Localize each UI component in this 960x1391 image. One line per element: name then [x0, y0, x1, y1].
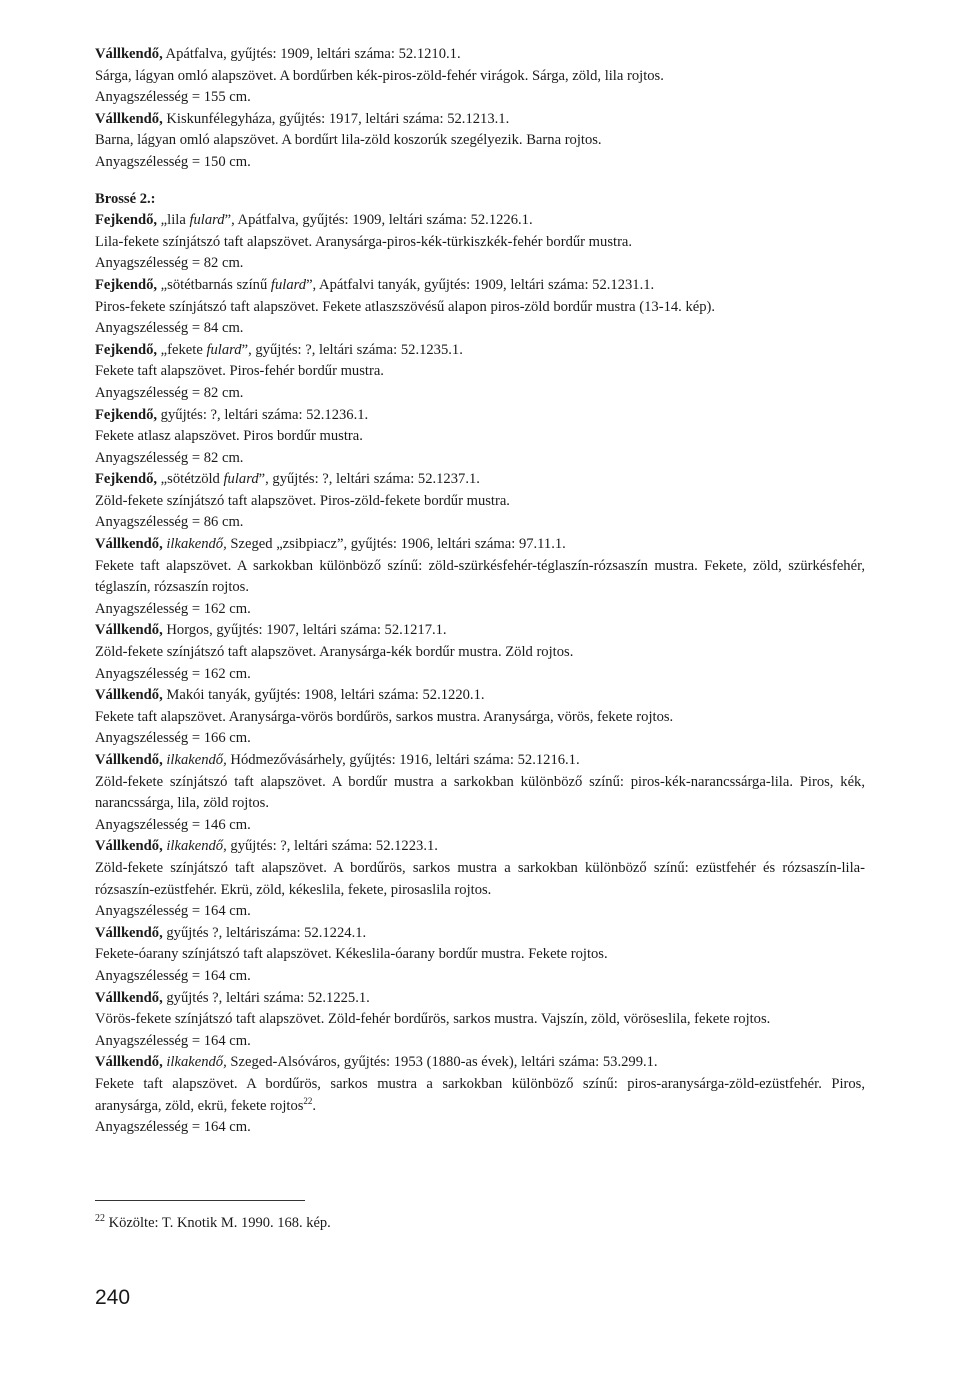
entry-object-type: Vállkendő,	[95, 1054, 163, 1071]
entry-heading	[95, 534, 865, 556]
entry-heading	[95, 685, 865, 707]
footnote	[95, 1215, 331, 1232]
entry-heading	[95, 988, 865, 1010]
entry-width: Anyagszélesség = 162 cm.	[95, 600, 251, 617]
entry-width: Anyagszélesség = 82 cm.	[95, 449, 244, 466]
entry-width: Anyagszélesség = 166 cm.	[95, 730, 251, 747]
section-heading: Brossé 2.:	[95, 190, 156, 207]
entry-header-text: Horgos, gyűjtés: 1907, leltári száma: 52.1217.1.	[162, 622, 447, 639]
entry-object-type: Vállkendő,	[95, 924, 163, 941]
entry-object-type: Vállkendő,	[95, 687, 163, 704]
entry-width: Anyagszélesség = 155 cm.	[95, 89, 251, 106]
entry-header-italic: fulard	[223, 471, 259, 488]
catalog-entry	[95, 534, 865, 620]
entry-header-text: ”, gyűjtés: ?, leltári száma: 52.1237.1.	[258, 471, 480, 488]
entry-header-text: ”, Apátfalva, gyűjtés: 1909, leltári száma: 52.1226.1.	[224, 212, 533, 229]
entry-object-type: Fejkendő,	[95, 406, 158, 423]
entry-description: Barna, lágyan omló alapszövet. A bordűrt lila-zöld koszorúk szegélyezik. Barna rojtos.	[95, 132, 602, 149]
entry-heading	[95, 405, 865, 427]
entry-width: Anyagszélesség = 82 cm.	[95, 255, 244, 272]
entry-width: Anyagszélesség = 146 cm.	[95, 816, 251, 833]
entry-object-type: Vállkendő,	[95, 989, 163, 1006]
entry-header-italic: ilkakendő,	[166, 838, 227, 855]
entry-heading	[95, 210, 865, 232]
entry-header-text: ”, Apátfalvi tanyák, gyűjtés: 1909, leltári száma: 52.1231.1.	[306, 276, 655, 293]
entry-description: Piros-fekete színjátszó taft alapszövet. Fekete atlaszszövésű alapon piros-zöld bordűr mustra (13-14. kép).	[95, 298, 716, 315]
entry-width: Anyagszélesség = 84 cm.	[95, 320, 244, 337]
entry-width: Anyagszélesség = 164 cm.	[95, 903, 251, 920]
entry-header-text: „lila	[157, 212, 190, 229]
entry-heading	[95, 1052, 865, 1074]
entry-object-type: Fejkendő,	[95, 276, 158, 293]
entry-header-italic: fulard	[206, 341, 242, 358]
catalog-entry	[95, 685, 865, 750]
entry-description	[95, 1074, 865, 1117]
entry-width: Anyagszélesség = 164 cm.	[95, 967, 251, 984]
entry-header-text: Kiskunfélegyháza, gyűjtés: 1917, leltári száma: 52.1213.1.	[162, 110, 510, 127]
entry-header-text: Hódmezővásárhely, gyűjtés: 1916, leltári száma: 52.1216.1.	[226, 752, 580, 768]
entry-object-type: Fejkendő,	[95, 471, 158, 488]
entry-header-italic: ilkakendő,	[166, 536, 227, 553]
entry-heading	[95, 923, 865, 945]
catalog-entry	[95, 750, 865, 836]
entry-header-text: ”, gyűjtés: ?, leltári száma: 52.1235.1.	[241, 341, 463, 358]
entry-header-text: Apátfalva, gyűjtés: 1909, leltári száma: 52.1210.1.	[162, 46, 461, 62]
footnote-divider	[95, 1200, 305, 1201]
entry-width: Anyagszélesség = 82 cm.	[95, 384, 244, 401]
catalog-entry	[95, 469, 865, 534]
catalog-entry	[95, 109, 865, 174]
entry-description: Vörös-fekete színjátszó taft alapszövet. Zöld-fehér bordűrös, sarkos mustra. Vajszín, zöld, vöröseslila, fekete rojtos.	[95, 1011, 771, 1028]
catalog-entry	[95, 923, 865, 988]
catalog-body	[95, 44, 865, 1139]
entry-description: Zöld-fekete színjátszó taft alapszövet. Aranysárga-kék bordűr mustra. Zöld rojtos.	[95, 644, 574, 661]
entry-object-type: Fejkendő,	[95, 212, 158, 229]
entry-description: Fekete taft alapszövet. Aranysárga-vörös bordűrös, sarkos mustra. Aranysárga, vörös, fekete rojtos.	[95, 708, 674, 725]
entry-description: Sárga, lágyan omló alapszövet. A bordűrben kék-piros-zöld-fehér virágok. Sárga, zöld, lila rojtos.	[95, 67, 664, 84]
entry-header-italic: ilkakendő,	[166, 1054, 227, 1071]
entry-object-type: Vállkendő,	[95, 536, 163, 553]
entry-heading	[95, 469, 865, 491]
entry-header-text: Makói tanyák, gyűjtés: 1908, leltári száma: 52.1220.1.	[162, 687, 485, 704]
entry-description: Fekete-óarany színjátszó taft alapszövet. Kékeslila-óarany bordűr mustra. Fekete rojtos.	[95, 946, 608, 963]
entry-header-text: Szeged-Alsóváros, gyűjtés: 1953 (1880-as évek), leltári száma: 53.299.1.	[226, 1054, 658, 1071]
entry-header-text: gyűjtés: ?, leltári száma: 52.1236.1.	[157, 406, 369, 423]
entry-header-italic: ilkakendő,	[166, 752, 227, 768]
catalog-entry	[95, 836, 865, 922]
entry-description: Zöld-fekete színjátszó taft alapszövet. A bordűr mustra a sarkokban különböző színű: piros-kék-narancssárga-lila. Piros, kék, narancssárga, lila, zöld rojtos.	[95, 773, 865, 812]
entry-heading	[95, 109, 865, 131]
entry-width: Anyagszélesség = 164 cm.	[95, 1032, 251, 1049]
entry-header-text: „fekete	[157, 341, 207, 358]
entry-heading	[95, 750, 865, 772]
entry-header-text: gyűjtés ?, leltári száma: 52.1225.1.	[162, 989, 370, 1006]
entry-description: Zöld-fekete színjátszó taft alapszövet. Piros-zöld-fekete bordűr mustra.	[95, 492, 510, 509]
entry-description: Fekete taft alapszövet. Piros-fehér bordűr mustra.	[95, 363, 384, 380]
entry-object-type: Vállkendő,	[95, 752, 163, 768]
entry-object-type: Vállkendő,	[95, 110, 163, 127]
entry-heading	[95, 275, 865, 297]
catalog-entry	[95, 988, 865, 1053]
catalog-entry	[95, 340, 865, 405]
entry-header-text: „sötétzöld	[157, 471, 224, 488]
entry-header-text: gyűjtés ?, leltáriszáma: 52.1224.1.	[162, 924, 367, 941]
entry-header-italic: fulard	[270, 276, 307, 293]
entry-description-text: Fekete taft alapszövet. A bordűrös, sarkos mustra a sarkokban különböző színű: piros-aranysárga-zöld-ezüstfehér. Piros, aranysárga, zöld, ekrü, fekete rojtos	[95, 1075, 865, 1114]
entry-width: Anyagszélesség = 162 cm.	[95, 665, 251, 682]
entry-object-type: Fejkendő,	[95, 341, 158, 358]
catalog-entry	[95, 405, 865, 470]
entry-heading	[95, 44, 865, 66]
entry-object-type: Vállkendő,	[95, 838, 163, 855]
entry-header-italic: fulard	[189, 212, 225, 229]
page-number: 240	[95, 1286, 131, 1309]
entry-heading	[95, 836, 865, 858]
entry-header-text: „sötétbarnás színű	[157, 276, 271, 293]
catalog-entry	[95, 275, 865, 340]
footnote-text: Közölte: T. Knotik M. 1990. 168. kép.	[105, 1215, 331, 1231]
footnote-reference[interactable]: 22	[303, 1095, 313, 1106]
entry-description: Fekete atlasz alapszövet. Piros bordűr mustra.	[95, 428, 363, 445]
entry-object-type: Vállkendő,	[95, 46, 163, 62]
footnote-mark: 22	[95, 1213, 105, 1224]
entry-width: Anyagszélesség = 86 cm.	[95, 514, 244, 531]
entry-description-end: .	[312, 1097, 317, 1114]
entry-heading	[95, 340, 865, 362]
entry-description: Zöld-fekete színjátszó taft alapszövet. A bordűrös, sarkos mustra a sarkokban különböző színű: ezüstfehér és rózsaszín-lila-rózsaszín-ezüstfehér. Ekrü, zöld, kékeslila, fekete, pirosaslila rojtos.	[95, 859, 865, 898]
catalog-entry	[95, 620, 865, 685]
entry-header-text: Szeged „zsibpiacz”, gyűjtés: 1906, leltári száma: 97.11.1.	[226, 536, 566, 553]
catalog-entry	[95, 44, 865, 109]
entry-width: Anyagszélesség = 150 cm.	[95, 153, 251, 170]
entry-description: Lila-fekete színjátszó taft alapszövet. Aranysárga-piros-kék-türkiszkék-fehér bordűr mustra.	[95, 233, 633, 250]
entry-heading	[95, 620, 865, 642]
entry-object-type: Vállkendő,	[95, 622, 163, 639]
catalog-entry	[95, 1052, 865, 1138]
entry-width: Anyagszélesség = 164 cm.	[95, 1119, 251, 1136]
catalog-entry	[95, 210, 865, 275]
entry-description: Fekete taft alapszövet. A sarkokban különböző színű: zöld-szürkésfehér-téglaszín-rózsaszín mustra. Fekete, zöld, szürkésfehér, téglaszín, rózsaszín rojtos.	[95, 557, 865, 596]
entry-header-text: gyűjtés: ?, leltári száma: 52.1223.1.	[226, 838, 438, 855]
